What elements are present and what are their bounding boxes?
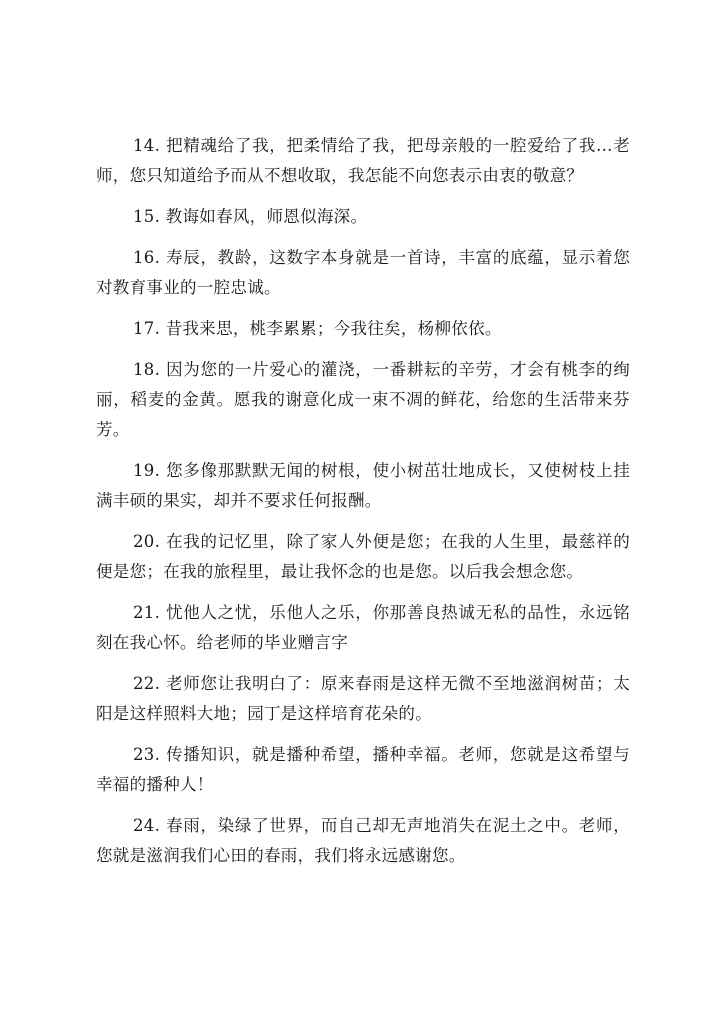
- paragraph-text: 寿辰，教龄，这数字本身就是一首诗，丰富的底蕴，显示着您对教育事业的一腔忠诚。: [96, 248, 631, 297]
- paragraph-text: 在我的记忆里，除了家人外便是您；在我的人生里，最慈祥的便是您；在我的旅程里，最让我怀念的也是您。以后我会想念您。: [96, 532, 631, 581]
- document-body: [96, 131, 630, 882]
- paragraph-text: 因为您的一片爱心的灌浇，一番耕耘的辛劳，才会有桃李的绚丽，稻麦的金黄。愿我的谢意化成一束不凋的鲜花，给您的生活带来芬芳。: [96, 360, 631, 439]
- paragraph-22: [96, 669, 630, 729]
- paragraph-number: 20.: [133, 532, 161, 551]
- paragraph-text: 老师您让我明白了：原来春雨是这样无微不至地滋润树苗；太阳是这样照料大地；园丁是这样培育花朵的。: [96, 674, 631, 723]
- paragraph-text: 传播知识，就是播种希望，播种幸福。老师，您就是这希望与幸福的播种人！: [96, 745, 631, 794]
- paragraph-number: 16.: [133, 248, 161, 267]
- paragraph-text: 您多像那默默无闻的树根，使小树茁壮地成长，又使树枝上挂满丰硕的果实，却并不要求任何报酬。: [96, 461, 631, 510]
- paragraph-number: 14.: [133, 136, 161, 155]
- paragraph-23: [96, 740, 630, 800]
- paragraph-number: 15.: [133, 207, 161, 226]
- paragraph-21: [96, 598, 630, 658]
- paragraph-18: [96, 355, 630, 445]
- paragraph-number: 19.: [133, 461, 161, 480]
- paragraph-text: 教诲如春风，师恩似海深。: [165, 207, 368, 226]
- paragraph-number: 21.: [133, 603, 161, 622]
- paragraph-16: [96, 243, 630, 303]
- paragraph-number: 22.: [133, 674, 161, 693]
- paragraph-24: [96, 811, 630, 871]
- paragraph-20: [96, 527, 630, 587]
- paragraph-number: 24.: [133, 816, 161, 835]
- paragraph-19: [96, 456, 630, 516]
- paragraph-text: 春雨，染绿了世界，而自己却无声地消失在泥土之中。老师，您就是滋润我们心田的春雨，我们将永远感谢您。: [96, 816, 631, 865]
- paragraph-number: 23.: [133, 745, 161, 764]
- paragraph-text: 忧他人之忧，乐他人之乐，你那善良热诚无私的品性，永远铭刻在我心怀。给老师的毕业赠言字: [96, 603, 631, 652]
- paragraph-14: [96, 131, 630, 191]
- paragraph-text: 昔我来思，桃李累累；今我往矣，杨柳依依。: [165, 319, 502, 338]
- paragraph-17: [96, 314, 630, 344]
- paragraph-15: [96, 202, 630, 232]
- paragraph-text: 把精魂给了我，把柔情给了我，把母亲般的一腔爱给了我…老师，您只知道给予而从不想收取，我怎能不向您表示由衷的敬意？: [96, 136, 631, 185]
- paragraph-number: 17.: [133, 319, 161, 338]
- paragraph-number: 18.: [133, 360, 161, 379]
